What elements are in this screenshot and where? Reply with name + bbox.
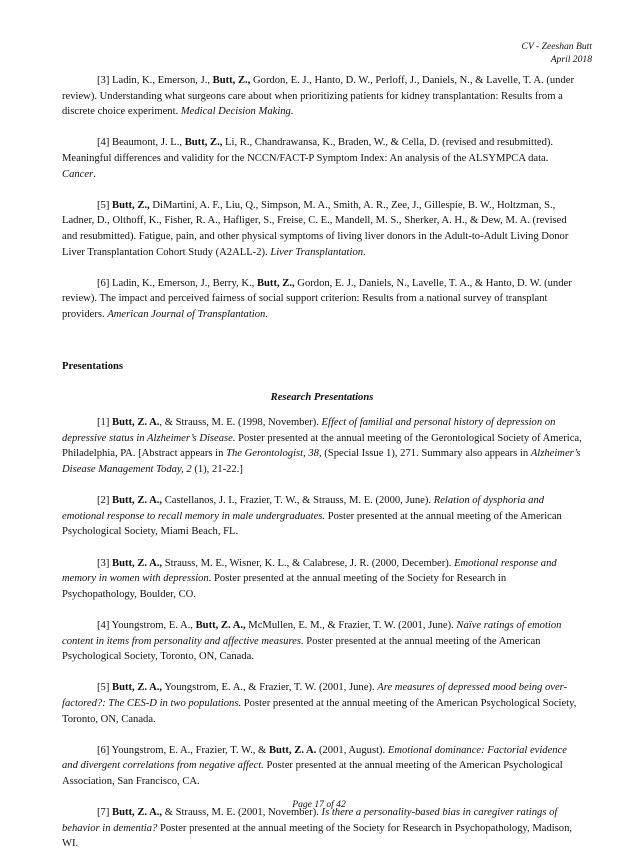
entry-body: McMullen, E. M., & Frazier, T. W. (2001, June). bbox=[245, 620, 457, 631]
entry-title: Naïve ratings of emotion content in items from personality and affective measures. bbox=[62, 620, 562, 647]
entry-number: [4] bbox=[97, 137, 110, 149]
entry-number: [6] bbox=[97, 277, 110, 289]
entry-number: [3] bbox=[97, 75, 110, 86]
presentation-entry bbox=[62, 556, 582, 603]
page-footer: Page 17 of 42 bbox=[292, 799, 346, 810]
subsection-title: Research Presentations bbox=[270, 391, 374, 403]
presentation-entry bbox=[62, 618, 582, 665]
entry-number: [5] bbox=[97, 199, 110, 211]
publication-entry bbox=[62, 135, 582, 182]
entry-highlight-author: Butt, Z. A. bbox=[112, 417, 160, 429]
entry-title: Are measures of depressed mood being over-factored?: The CES-D in two populations. bbox=[62, 682, 568, 709]
entry-venue: American Journal of Transplantation. bbox=[107, 308, 268, 320]
entry-venue: Medical Decision Making. bbox=[180, 106, 294, 118]
entry-highlight-author: Butt, Z. A., bbox=[112, 495, 163, 507]
entry-number: [4] bbox=[97, 620, 110, 631]
entry-tail: Poster presented at the annual meeting of the American Psychological Society, Toronto, ON, Canada. bbox=[62, 635, 541, 663]
entry-highlight-author: Butt, Z. A., bbox=[112, 807, 163, 819]
entry-body: (Special Issue 1), 271. Summary also appears in bbox=[321, 448, 531, 460]
entry-highlight-author: Butt, Z., bbox=[112, 199, 150, 211]
presentation-entry bbox=[62, 415, 582, 477]
entry-highlight-author: Butt, Z. A. bbox=[268, 744, 317, 756]
entry-journal: Alzheimer’s Disease Management Today, 2 bbox=[62, 448, 581, 476]
entry-title: Emotional response and memory in women with depression. bbox=[62, 557, 557, 585]
entry-highlight-author: Butt, Z. A., bbox=[195, 620, 246, 631]
entry-authors-pre: Ladin, K., Emerson, J., bbox=[112, 75, 213, 86]
entry-body: (2001, August). bbox=[316, 744, 388, 756]
entry-body: Gordon, E. J., Daniels, N., Lavelle, T. A., & Hanto, D. W. (under review). The impact and perceived fairness of social support criterion: Results from a national survey of transplant providers. bbox=[62, 277, 572, 320]
entry-journal: The Gerontologist, 38, bbox=[226, 448, 322, 460]
presentation-entry bbox=[62, 493, 582, 540]
entry-venue: Cancer bbox=[62, 168, 94, 180]
header-date: April 2018 bbox=[550, 54, 592, 66]
entry-number: [5] bbox=[97, 682, 110, 694]
entry-authors-pre: Youngstrom, E. A., bbox=[111, 620, 196, 631]
header-name: CV - Zeeshan Butt bbox=[521, 41, 592, 52]
entry-tail: Poster presented at the annual meeting of the American Psychological Society, Toronto, ON, Canada. bbox=[62, 697, 577, 725]
entry-highlight-author: Butt, Z., bbox=[184, 137, 223, 149]
entry-tail: Poster presented at the annual meeting of the American Psychological Association, San Francisco, CA. bbox=[62, 760, 563, 787]
publication-entry bbox=[62, 198, 582, 260]
entry-tail: (1), 21-22.] bbox=[191, 464, 243, 476]
entry-body: Strauss, M. E., Wisner, K. L., & Calabrese, J. R. (2000, December). bbox=[162, 557, 455, 569]
entry-highlight-author: Butt, Z. A., bbox=[112, 557, 163, 569]
entry-number: [2] bbox=[97, 495, 110, 507]
entry-body: Youngstrom, E. A., & Frazier, T. W. (2001, June). bbox=[162, 682, 378, 694]
entry-tail: Poster presented at the annual meeting of the Society for Research in Psychopathology, Boulder, CO. bbox=[62, 573, 507, 600]
entry-tail: Poster presented at the annual meeting of the American Psychological Society, Miami Beach, FL. bbox=[62, 510, 562, 538]
entry-venue: Liver Transplantation bbox=[270, 246, 364, 258]
entry-body: Poster presented at the annual meeting of the Gerontological Society of America, Philadelphia, PA. [Abstract appears in bbox=[62, 432, 582, 460]
entry-body: & Strauss, M. E. (2001, November). bbox=[162, 807, 322, 819]
entry-number: [3] bbox=[97, 557, 110, 569]
presentation-entry bbox=[62, 743, 582, 790]
entry-authors-pre: Youngstrom, E. A., Frazier, T. W., & bbox=[111, 744, 269, 756]
entry-body: , & Strauss, M. E. (1998, November). bbox=[159, 417, 322, 429]
entry-tail: . bbox=[363, 246, 366, 258]
entry-number: [6] bbox=[97, 744, 110, 756]
page-content bbox=[62, 73, 582, 868]
publication-entry bbox=[62, 276, 582, 323]
entry-highlight-author: Butt, Z., bbox=[256, 277, 295, 289]
entry-title: Effect of familial and personal history of depression on depressive status in Alzheimer’s Disease. bbox=[62, 417, 556, 444]
section-title: Presentations bbox=[62, 360, 124, 372]
entry-body: DiMartini, A. F., Liu, Q., Simpson, M. A., Smith, A. R., Zee, J., Gillespie, B. W., Holtzman, S., Ladner, D., Olthoff, K., Fisher, R. A., Hafliger, S., Freise, C. E., Mandell, M. S., Sherker, A. H., & Dew, M. A. (revised and resubmitted). Fatigue, pain, and other physical symptoms of living liver donors in the Adult-to-Adult Living Donor Liver Transplantation Cohort Study (A2ALL-2). bbox=[62, 199, 569, 258]
entry-highlight-author: Butt, Z., bbox=[212, 75, 251, 86]
entry-highlight-author: Butt, Z. A., bbox=[112, 682, 163, 694]
entry-authors-pre: Beaumont, J. L., bbox=[112, 137, 185, 149]
entry-number: [1] bbox=[97, 417, 110, 429]
presentation-entry bbox=[62, 680, 582, 727]
entry-body: Gordon, E. J., Hanto, D. W., Perloff, J., Daniels, N., & Lavelle, T. A. (under review). Understanding what surgeons care about when prioritizing patients for kidney transplantation: Results from a discrete choice experiment. bbox=[62, 75, 574, 118]
entry-number: [7] bbox=[97, 807, 110, 819]
entry-body: Castellanos, J. I., Frazier, T. W., & Strauss, M. E. (2000, June). bbox=[162, 495, 434, 507]
entry-authors-pre: Ladin, K., Emerson, J., Berry, K., bbox=[112, 277, 257, 289]
page-header bbox=[522, 40, 592, 67]
entry-title: Relation of dysphoria and emotional response to recall memory in male undergraduates. bbox=[62, 495, 545, 522]
entry-title: Emotional dominance: Factorial evidence and divergent correlations from negative affect. bbox=[62, 744, 568, 772]
publication-entry bbox=[62, 73, 582, 120]
entry-tail: Poster presented at the annual meeting of the Society for Research in Psychopathology, Madison, WI. bbox=[62, 822, 573, 850]
entry-tail: . bbox=[93, 168, 96, 180]
entry-title: Is there a personality-based bias in caregiver ratings of behavior in dementia? bbox=[62, 807, 558, 834]
entry-body: Li, R., Chandrawansa, K., Braden, W., & Cella, D. (revised and resubmitted). Meaningful differences and validity for the NCCN/FACT-P Symptom Index: An analysis of the ALSYMPCA data. bbox=[62, 137, 554, 164]
